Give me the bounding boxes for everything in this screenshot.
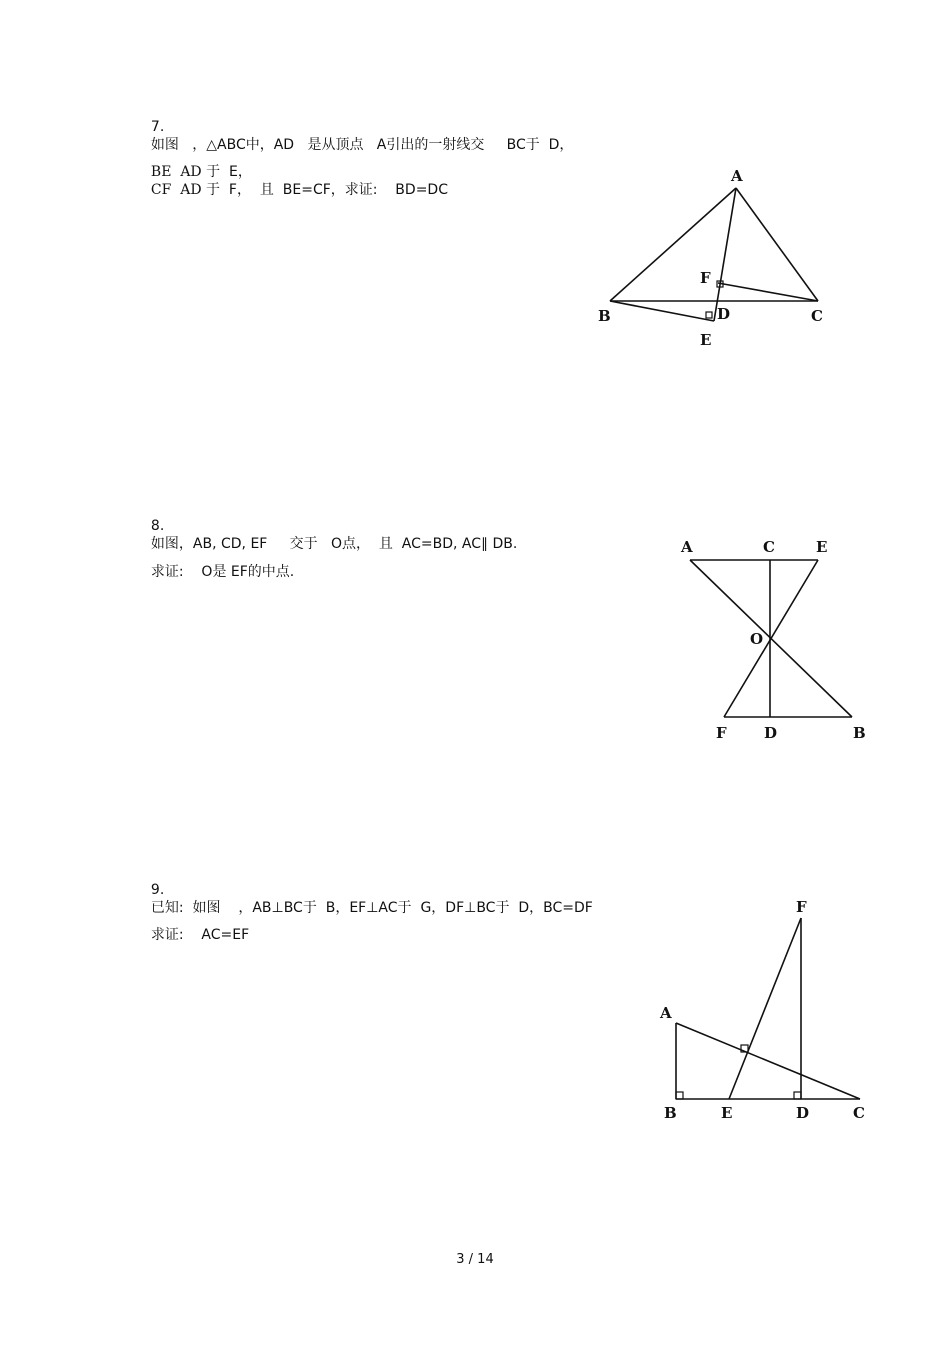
- label-f: F: [796, 898, 807, 916]
- right-angle-d: [794, 1092, 801, 1099]
- problem-7-perp-1: BE AD: [150, 164, 202, 180]
- page-number: 3 / 14: [456, 1252, 494, 1267]
- label-a: A: [660, 1004, 672, 1022]
- segment-ef: [729, 918, 801, 1099]
- problem-7-line-2: [142, 145, 448, 199]
- problem-7-figure: [590, 165, 840, 355]
- label-o: O: [750, 630, 764, 648]
- label-c: C: [763, 538, 775, 556]
- label-d: D: [717, 305, 731, 323]
- problem-7-text-1: 于 E，: [201, 164, 252, 180]
- problem-9-statement: 已知: 如图 ，AB⊥BC于 B，EF⊥AC于 G，DF⊥BC于 D，BC=DF: [150, 900, 593, 916]
- label-b: B: [598, 307, 611, 325]
- segment-cf: [718, 283, 818, 301]
- label-a: A: [681, 538, 693, 556]
- label-d: D: [796, 1104, 810, 1122]
- right-angle-b: [676, 1092, 683, 1099]
- problem-8-statement: 如图，AB, CD, EF 交于 O点， 且 AC=BD, AC∥ DB.: [150, 536, 518, 552]
- problem-9-number: 9.: [150, 882, 165, 898]
- label-b: B: [853, 724, 866, 742]
- problem-9-line-2: [142, 908, 249, 944]
- label-e: E: [700, 331, 712, 349]
- segment-ef: [724, 560, 818, 717]
- label-b: B: [664, 1104, 677, 1122]
- label-c: C: [811, 307, 823, 325]
- problem-8-line-2: [142, 545, 294, 581]
- problem-9-figure: [650, 890, 880, 1130]
- problem-7-text-2: 于 F， 且 BE=CF，求证: BD=DC: [201, 182, 448, 198]
- segment-ac: [676, 1023, 860, 1099]
- problem-9-prove: 求证: AC=EF: [150, 927, 250, 943]
- label-f: F: [716, 724, 727, 742]
- problem-7-statement: 如图 ，△ABC中，AD 是从顶点 A引出的一射线交 BC于 D，: [150, 137, 574, 153]
- problem-8-number: 8.: [150, 518, 165, 534]
- segment-ac: [736, 188, 818, 301]
- label-f: F: [700, 269, 711, 287]
- label-e: E: [816, 538, 828, 556]
- problem-8-figure: [670, 530, 880, 750]
- problem-7-number: 7.: [150, 119, 165, 135]
- label-d: D: [764, 724, 778, 742]
- problem-8-prove: 求证: O是 EF的中点.: [150, 564, 295, 580]
- label-a: A: [731, 167, 743, 185]
- right-angle-e: [706, 312, 712, 318]
- label-c: C: [853, 1104, 865, 1122]
- problem-7-perp-2: CF AD: [150, 182, 202, 198]
- segment-be: [610, 301, 714, 321]
- label-e: E: [721, 1104, 733, 1122]
